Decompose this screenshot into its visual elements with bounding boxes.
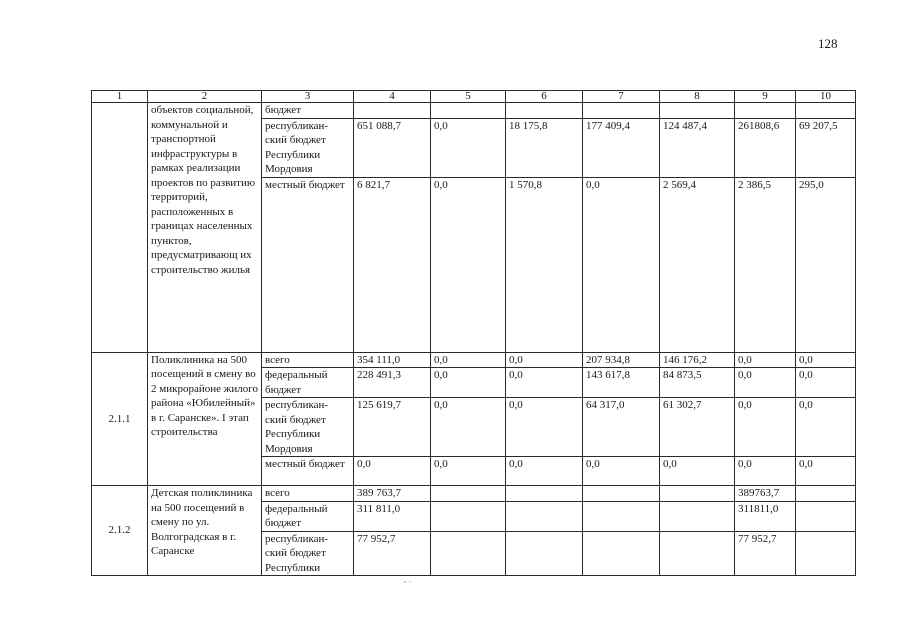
column-header: 7 <box>583 91 660 103</box>
funding-source: бюджет <box>262 103 354 119</box>
value-cell: 0,0 <box>506 398 583 457</box>
value-cell: 0,0 <box>796 398 856 457</box>
funding-source: всего <box>262 486 354 502</box>
value-cell <box>583 103 660 119</box>
column-header: 8 <box>660 91 735 103</box>
value-cell: 0,0 <box>735 398 796 457</box>
value-cell: 2 386,5 <box>735 177 796 352</box>
value-cell: 651 088,7 <box>354 118 431 177</box>
value-cell: 228 491,3 <box>354 368 431 398</box>
value-cell <box>431 531 506 576</box>
value-cell: 311811,0 <box>735 501 796 531</box>
value-cell <box>796 501 856 531</box>
value-cell: 69 207,5 <box>796 118 856 177</box>
value-cell <box>796 486 856 502</box>
column-header: 1 <box>92 91 148 103</box>
section-id: 2.1.1 <box>92 352 148 486</box>
header-row <box>92 91 856 103</box>
column-header: 6 <box>506 91 583 103</box>
value-cell: 84 873,5 <box>660 368 735 398</box>
column-header: 9 <box>735 91 796 103</box>
value-cell: 0,0 <box>431 352 506 368</box>
value-cell: 125 619,7 <box>354 398 431 457</box>
value-cell: 0,0 <box>796 368 856 398</box>
table-row <box>92 103 856 119</box>
funding-source: местный бюджет <box>262 177 354 352</box>
funding-source: федеральный бюджет <box>262 368 354 398</box>
section-id <box>92 103 148 353</box>
value-cell: 0,0 <box>431 177 506 352</box>
table-row <box>92 352 856 368</box>
funding-source: республикан-ский бюджет Республики <box>262 531 354 576</box>
value-cell: 389 763,7 <box>354 486 431 502</box>
value-cell <box>583 531 660 576</box>
value-cell <box>796 531 856 576</box>
value-cell <box>583 501 660 531</box>
value-cell: 0,0 <box>735 457 796 486</box>
section-name: объектов социальной, коммунальной и транспортной инфраструктуры в рамках реализации проектов по развитию территорий, расположенных в границах населенных пунктов, предусматривающ их строительство жилья <box>148 103 262 353</box>
value-cell: 0,0 <box>431 398 506 457</box>
table-row <box>92 486 856 502</box>
page-number: 128 <box>818 36 838 51</box>
value-cell: 207 934,8 <box>583 352 660 368</box>
value-cell <box>660 501 735 531</box>
section-name: Поликлиника на 500 посещений в смену во 2 микрорайоне жилого района «Юбилейный» в г. Саранске». I этап строительства <box>148 352 262 486</box>
value-cell: 295,0 <box>796 177 856 352</box>
value-cell: 143 617,8 <box>583 368 660 398</box>
section-name: Детская поликлиника на 500 посещений в смену по ул. Волгоградская в г. Саранске <box>148 486 262 576</box>
value-cell: 0,0 <box>796 352 856 368</box>
scan-artifact <box>403 577 413 581</box>
value-cell: 64 317,0 <box>583 398 660 457</box>
value-cell: 354 111,0 <box>354 352 431 368</box>
value-cell: 0,0 <box>431 118 506 177</box>
funding-source: республикан-ский бюджет Республики Мордовия <box>262 118 354 177</box>
value-cell: 177 409,4 <box>583 118 660 177</box>
value-cell <box>431 103 506 119</box>
value-cell: 77 952,7 <box>735 531 796 576</box>
section-id: 2.1.2 <box>92 486 148 576</box>
value-cell: 0,0 <box>735 368 796 398</box>
value-cell: 124 487,4 <box>660 118 735 177</box>
value-cell: 261808,6 <box>735 118 796 177</box>
value-cell: 146 176,2 <box>660 352 735 368</box>
column-header: 2 <box>148 91 262 103</box>
column-header: 5 <box>431 91 506 103</box>
funding-source: всего <box>262 352 354 368</box>
value-cell: 0,0 <box>660 457 735 486</box>
value-cell <box>354 103 431 119</box>
value-cell: 0,0 <box>583 457 660 486</box>
value-cell <box>583 486 660 502</box>
value-cell: 0,0 <box>354 457 431 486</box>
value-cell <box>431 501 506 531</box>
value-cell: 0,0 <box>431 457 506 486</box>
value-cell: 389763,7 <box>735 486 796 502</box>
value-cell: 0,0 <box>506 368 583 398</box>
value-cell <box>796 103 856 119</box>
value-cell <box>660 486 735 502</box>
value-cell: 0,0 <box>506 457 583 486</box>
value-cell: 1 570,8 <box>506 177 583 352</box>
value-cell: 311 811,0 <box>354 501 431 531</box>
value-cell <box>431 486 506 502</box>
value-cell: 0,0 <box>735 352 796 368</box>
column-header: 10 <box>796 91 856 103</box>
budget-table <box>91 90 856 576</box>
value-cell: 18 175,8 <box>506 118 583 177</box>
funding-source: местный бюджет <box>262 457 354 486</box>
funding-source: республикан-ский бюджет Республики Мордовия <box>262 398 354 457</box>
value-cell: 0,0 <box>583 177 660 352</box>
value-cell <box>660 531 735 576</box>
value-cell <box>660 103 735 119</box>
value-cell: 77 952,7 <box>354 531 431 576</box>
value-cell: 0,0 <box>506 352 583 368</box>
funding-source: федеральный бюджет <box>262 501 354 531</box>
value-cell <box>506 531 583 576</box>
value-cell <box>506 501 583 531</box>
value-cell: 61 302,7 <box>660 398 735 457</box>
value-cell <box>506 486 583 502</box>
value-cell: 6 821,7 <box>354 177 431 352</box>
value-cell: 0,0 <box>431 368 506 398</box>
column-header: 4 <box>354 91 431 103</box>
value-cell: 0,0 <box>796 457 856 486</box>
value-cell <box>506 103 583 119</box>
value-cell <box>735 103 796 119</box>
column-header: 3 <box>262 91 354 103</box>
value-cell: 2 569,4 <box>660 177 735 352</box>
